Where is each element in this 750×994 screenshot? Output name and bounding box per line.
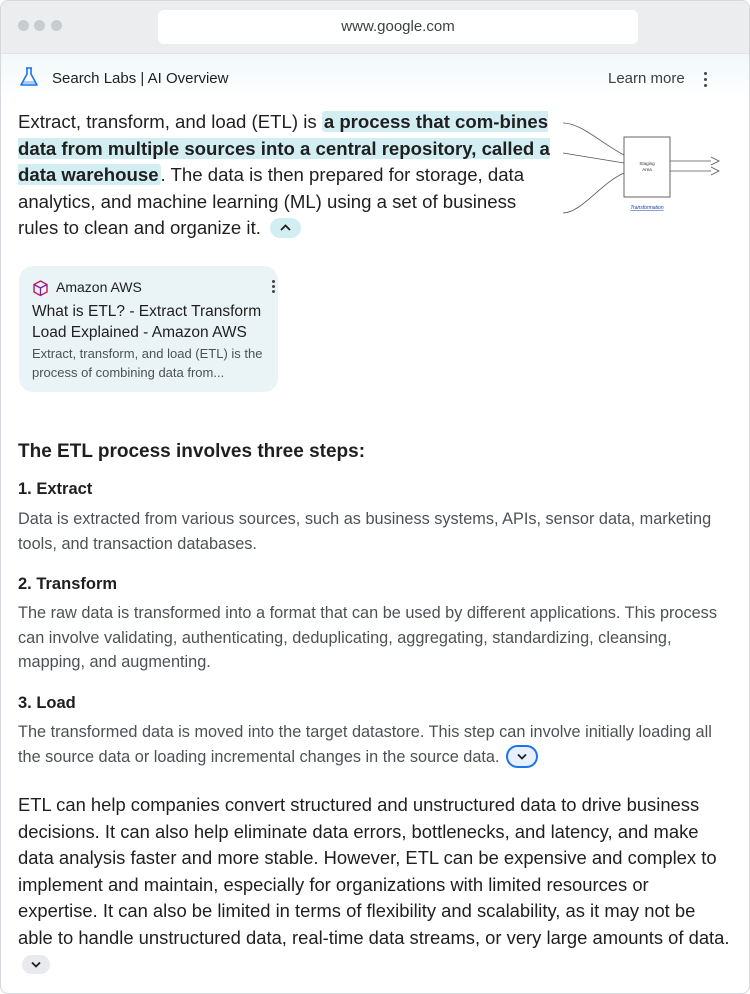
collapse-citation-button[interactable] — [270, 218, 301, 238]
process-heading: The ETL process involves three steps: — [18, 441, 366, 462]
overview-conclusion — [18, 792, 733, 978]
diagram-box-label-2: Area — [642, 167, 652, 172]
chevron-down-icon — [508, 747, 536, 766]
overview-intro — [18, 109, 558, 242]
expand-citation-button-2[interactable] — [22, 955, 50, 974]
step-title-transform: 2. Transform — [18, 575, 118, 593]
step-title-load: 3. Load — [18, 694, 76, 712]
diagram-box-label: Staging — [639, 161, 655, 166]
window-zoom-dot[interactable] — [51, 20, 62, 31]
more-options-icon[interactable] — [701, 72, 711, 90]
step-title-extract: 1. Extract — [18, 480, 93, 498]
intro-text-start: Extract, transform, and load (ETL) is — [18, 111, 322, 132]
step-body-extract: Data is extracted from various sources, such as business systems, APIs, sensor data, marketing tools, and transaction databases. — [18, 510, 712, 553]
conclusion-text: ETL can help companies convert structured and unstructured data to drive business decisions. It can also help eliminate data errors, bottlenecks, and latency, and make data analysis faster and more stable. However, ETL can be expensive and complex to implement and maintain, especially for organizations with limited resources or expertise. It can also be limited in terms of flexibility and scalability, as it may not be able to handle unstructured data, real-time data streams, or very large amounts of data. — [18, 794, 730, 948]
flask-icon — [18, 66, 40, 88]
expand-citation-button[interactable] — [508, 747, 536, 766]
intro-text-end: . The data is then prepared for storage, data analytics, and machine learning (ML) using a set of business rules to clean and organize it. — [18, 164, 525, 238]
etl-diagram-thumbnail[interactable] — [561, 113, 731, 223]
source-snippet: Extract, transform, and load (ETL) is the process of combining data from... — [32, 346, 263, 380]
chevron-up-icon — [270, 218, 301, 238]
step-body-transform: The raw data is transformed into a format that can be used by different applications. This process can involve validating, authenticating, deduplicating, aggregating, standardizing, cleansing, mapping, and augmenting. — [18, 604, 717, 671]
chevron-down-icon — [22, 955, 50, 974]
source-title[interactable]: What is ETL? - Extract Transform Load Explained - Amazon AWS — [32, 303, 262, 341]
ai-overview-header — [1, 54, 749, 100]
source-name: Amazon AWS — [56, 279, 142, 295]
browser-toolbar — [1, 1, 749, 54]
step-load — [18, 720, 730, 769]
card-more-icon[interactable] — [270, 280, 280, 296]
source-card[interactable] — [19, 266, 278, 392]
window-close-dot[interactable] — [18, 20, 29, 31]
aws-cube-icon — [32, 280, 49, 297]
step-body-load: The transformed data is moved into the target datastore. This step can involve initially loading all the source data or loading incremental changes in the source data. — [18, 723, 712, 766]
diagram-caption: Transformation — [630, 205, 664, 211]
header-title: Search Labs | AI Overview — [52, 70, 229, 87]
address-bar[interactable]: www.google.com — [158, 10, 638, 44]
intro-highlight[interactable]: a process that com-bines data from multiple sources into a central repository, called a data warehouse — [18, 111, 550, 185]
window-minimize-dot[interactable] — [34, 20, 45, 31]
learn-more-link[interactable]: Learn more — [608, 70, 685, 87]
